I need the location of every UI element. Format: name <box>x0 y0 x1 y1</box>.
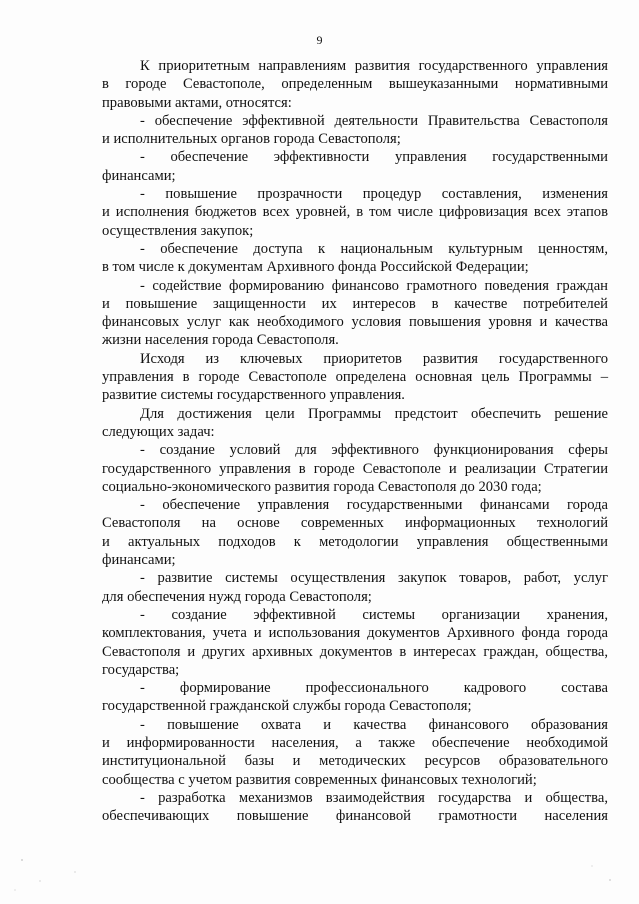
text-line: финансовых услуг как необходимого условия повышения уровня и качества <box>102 314 608 331</box>
text-line: сообщества с учетом развития современных финансовых технологий; <box>102 771 537 788</box>
scan-speck <box>592 866 593 867</box>
text-line: управления в городе Севастополе определена основная цель Программы – <box>102 369 608 386</box>
text-line: - обеспечение управления государственными финансами города <box>140 497 608 514</box>
text-line: государственной гражданской службы города Севастополя; <box>102 698 472 715</box>
text-line: государства; <box>102 661 180 678</box>
scan-speck <box>609 879 610 880</box>
document-body-text <box>102 57 608 825</box>
text-line: и информированности населения, а также обеспечение необходимой <box>102 734 608 751</box>
text-line: институциональной базы и методических ресурсов образовательного <box>102 753 608 770</box>
scan-speck <box>75 872 76 873</box>
text-line: осуществления закупок; <box>102 222 254 239</box>
text-line: - содействие формированию финансово грамотного поведения граждан <box>140 277 608 294</box>
scan-speck <box>40 881 41 882</box>
text-line: - создание эффективной системы организации хранения, <box>140 606 608 623</box>
text-line: Для достижения цели Программы предстоит обеспечить решение <box>140 405 608 422</box>
text-line: обеспечивающих повышение финансовой грамотности населения <box>102 808 608 825</box>
text-line: - повышение охвата и качества финансового образования <box>140 716 608 733</box>
text-line: в городе Севастополе, определенным вышеуказанными нормативными <box>102 76 608 93</box>
text-line: - повышение прозрачности процедур составления, изменения <box>140 186 608 203</box>
text-line: - разработка механизмов взаимодействия государства и общества, <box>140 789 608 806</box>
text-line: следующих задач: <box>102 423 215 440</box>
text-line: в том числе к документам Архивного фонда Российской Федерации; <box>102 259 529 276</box>
text-line: и повышение защищенности их интересов в качестве потребителей <box>102 295 608 312</box>
text-line: Севастополя и других архивных документов в интересах граждан, общества, <box>102 643 608 660</box>
text-line: Исходя из ключевых приоритетов развития государственного <box>140 350 608 367</box>
text-line: социально-экономического развития города Севастополя до 2030 года; <box>102 478 542 495</box>
text-line: для обеспечения нужд города Севастополя; <box>102 588 372 605</box>
text-line: финансами; <box>102 552 176 569</box>
text-line: - развитие системы осуществления закупок товаров, работ, услуг <box>140 570 608 587</box>
page-number: 9 <box>316 33 323 47</box>
text-line: и исполнительных органов города Севастополя; <box>102 131 401 148</box>
text-line: жизни населения города Севастополя. <box>102 332 339 349</box>
text-line: и исполнения бюджетов всех уровней, в том числе цифровизация всех этапов <box>102 204 608 221</box>
text-line: развитие системы государственного управления. <box>102 387 405 404</box>
text-line: - обеспечение доступа к национальным культурным ценностям, <box>140 240 608 257</box>
text-line: - формирование профессионального кадрового состава <box>140 680 608 697</box>
text-line: финансами; <box>102 167 176 184</box>
scan-speck <box>21 859 22 860</box>
text-line: и актуальных подходов к методологии управления общественными <box>102 533 608 550</box>
text-line: комплектования, учета и использования документов Архивного фонда города <box>102 625 608 642</box>
text-line: - обеспечение эффективной деятельности Правительства Севастополя <box>140 112 608 129</box>
text-line: государственного управления в городе Севастополе и реализации Стратегии <box>102 460 608 477</box>
text-line: правовыми актами, относятся: <box>102 94 292 111</box>
scan-speck <box>15 890 16 891</box>
text-line: - создание условий для эффективного функционирования сферы <box>140 442 608 459</box>
text-line: - обеспечение эффективности управления государственными <box>140 149 608 166</box>
text-line: К приоритетным направлениям развития государственного управления <box>140 58 608 74</box>
text-line: Севастополя на основе современных информационных технологий <box>102 515 608 532</box>
